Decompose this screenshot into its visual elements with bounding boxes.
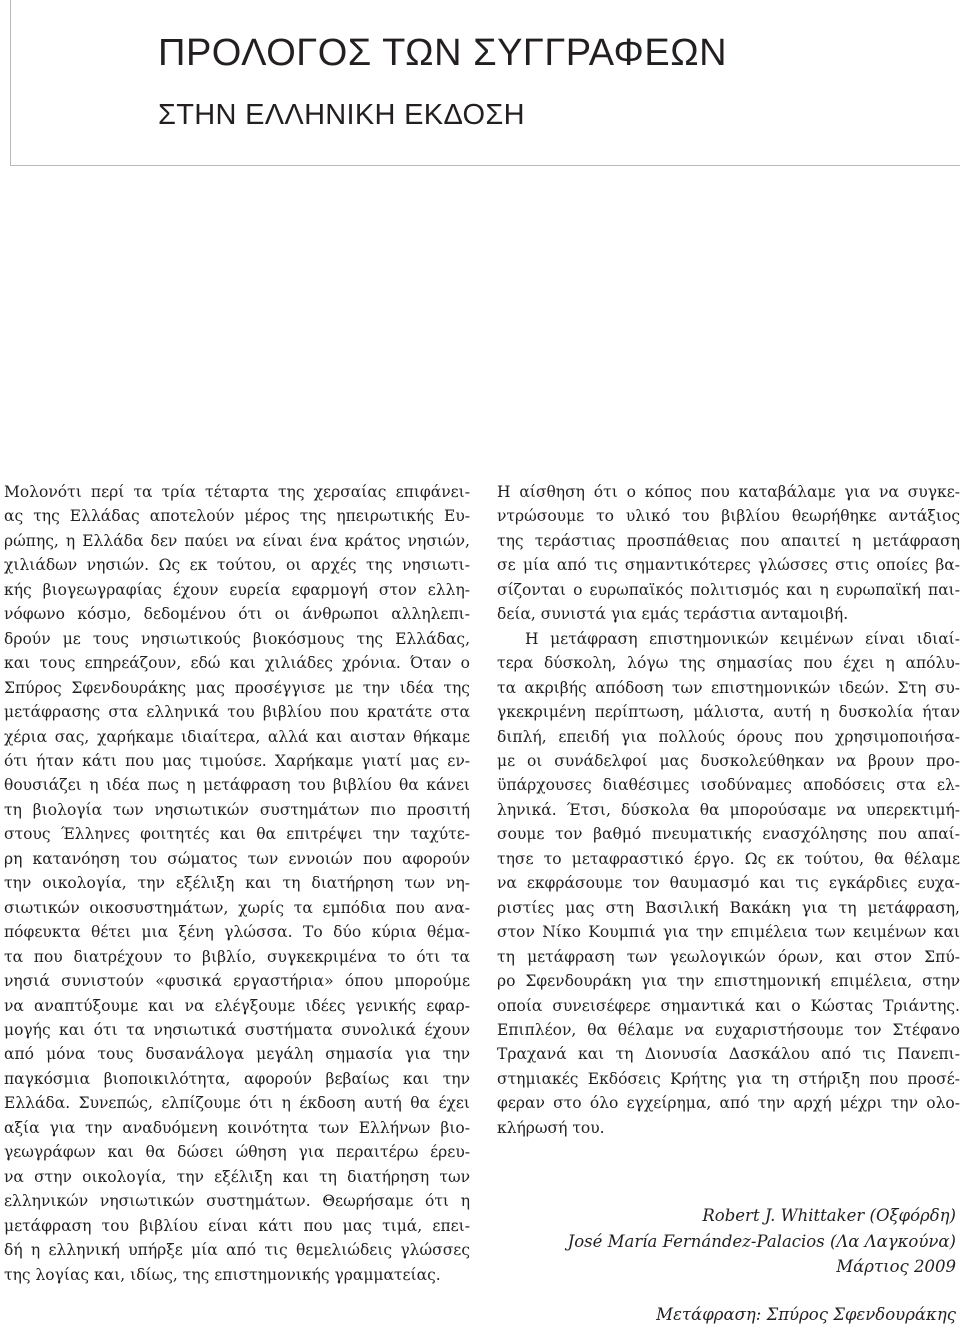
text-line: και τους επηρεάζουν, εδώ και χιλιάδες χρόνια. Όταν ο (4, 654, 470, 673)
text-line: σιωτικών οικοσυστημάτων, χωρίς τα εμπόδια που ανα- (4, 898, 470, 917)
text-line: Η αίσθηση ότι ο κόπος που καταβάλαμε για να συγκε- (497, 483, 960, 501)
text-line: Μολονότι περί τα τρία τέταρτα της χερσαίας επιφάνει- (4, 483, 470, 501)
page-subtitle: ΣΤΗΝ ΕΛΛΗΝΙΚΗ ΕΚΔΟΣΗ (158, 99, 525, 131)
text-line: τα ακριβής απόδοση των επιστημονικών ιδεών. Στη συ- (497, 678, 960, 697)
corner-horizontal-rule (10, 165, 960, 166)
text-line: Τραχανά και τη Διονυσία Δασκάλου από τις Πανεπι- (497, 1045, 960, 1064)
text-line: μετάφρασης στα ελληνικά του βιβλίου που κρατάτε στα (4, 703, 470, 722)
author-fernandez-palacios: José María Fernández-Palacios (Λα Λαγκούνα) (567, 1231, 956, 1251)
text-line: χιλιάδων νησιών. Ως εκ τούτου, οι αρχές της νησιωτι- (4, 556, 470, 575)
text-line: νόφωνο κόσμο, δεδομένου ότι οι άνθρωποι αλληλεπι- (4, 605, 470, 624)
text-line: ρη κατανόηση του σώματος των εννοιών που αφορούν (4, 849, 470, 868)
text-line: διπλή, επειδή για πολλούς όρους που χρησιμοποιήσα- (497, 727, 960, 746)
text-line: τησε το μεταφραστικό έργο. Ως εκ τούτου, θα θέλαμε (497, 849, 960, 868)
text-line: κλήρωσή του. (497, 1118, 605, 1137)
left-text-column (4, 480, 470, 1287)
text-line: δρούν με τους νησιωτικούς βιοκόσμους της Ελλάδας, (4, 629, 470, 648)
text-line: μετάφραση του βιβλίου είναι κάτι που μας τιμά, επει- (4, 1216, 470, 1235)
text-line: με οι συνάδελφοί μας δυσκολεύθηκαν να βρουν προ- (497, 751, 960, 770)
text-line: ας της Ελλάδας αποτελούν μέρος της ηπειρωτικής Ευ- (4, 507, 470, 526)
text-line: σε μία από τις σημαντικότερες γλώσσες στις οποίες βα- (497, 556, 960, 575)
page-title: ΠΡΟΛΟΓΟΣ ΤΩΝ ΣΥΓΓΡΑΦΕΩΝ (158, 32, 728, 74)
text-line: ότι ήταν κάτι που μας τιμούσε. Χαρήκαμε γιατί μας εν- (4, 751, 470, 770)
corner-vertical-rule (10, 0, 11, 166)
text-line: φεραν στο όλο εγχείρημα, από την αρχή μέχρι την ολο- (497, 1094, 960, 1113)
right-text-column (497, 480, 960, 1140)
text-line: Σπύρος Σφενδουράκης μας προσέγγισε με την ιδέα της (4, 678, 470, 697)
text-line: νησιά συνιστούν «φυσικά εργαστήρια» όπου μπορούμε (4, 972, 470, 991)
text-line: να στην οικολογία, την εξέλιξη και τη διατήρηση των (4, 1167, 470, 1186)
text-line: ρώπης, η Ελλάδα δεν παύει να είναι ένα κράτος νησιών, (4, 531, 470, 550)
text-line: την οικολογία, την εξέλιξη και τη διατήρηση των νη- (4, 874, 470, 893)
text-line: δεία, συνιστά για εμάς τεράστια ανταμοιβή. (497, 605, 849, 624)
text-line: να εκφράσουμε τον θαυμασμό και τις εγκάρδιες ευχα- (497, 874, 960, 893)
text-line: θουσιάζει η ιδέα πως η μετάφραση του βιβλίου θα κάνει (4, 776, 470, 795)
text-line: της λογίας και, ιδίως, της επιστημονικής γραμματείας. (4, 1265, 441, 1284)
text-line: χέρια σας, χαρήκαμε ιδιαίτερα, αλλά και αισταν θήκαμε (4, 727, 470, 746)
text-line: κής βιογεωγραφίας έχουν ευρεία εφαρμογή στον ελλη- (4, 580, 470, 599)
text-line: Η μετάφραση επιστημονικών κειμένων είναι ιδιαί- (525, 629, 960, 648)
text-line: τα που διατρέχουν το βιβλίο, συγκεκριμένα το ότι τα (4, 947, 470, 966)
text-line: τερα δύσκολη, λόγω της σημασίας που έχει η απόλυ- (497, 654, 960, 673)
text-line: από μόνα τους δυσανάλογα μεγάλη σημασία για την (4, 1045, 470, 1064)
text-line: ελληνικών νησιωτικών συστημάτων. Θεωρήσαμε ότι η (4, 1192, 470, 1211)
text-line: σίζονται ο ευρωπαϊκός πολιτισμός και η ευρωπαϊκή παι- (497, 580, 960, 599)
text-line: Ελλάδα. Συνεπώς, ελπίζουμε ότι η έκδοση αυτή θα έχει (4, 1094, 470, 1113)
text-line: αξία για την αναδυόμενη κοινότητα των Ελλήνων βιο- (4, 1118, 470, 1137)
text-line: γεωγράφων και θα δώσει ώθηση για περαιτέρω έρευ- (4, 1143, 470, 1162)
text-line: στημιακές Εκδόσεις Κρήτης για τη στήριξη που προσέ- (497, 1069, 960, 1088)
translator-credit: Μετάφραση: Σπύρος Σφενδουράκης (656, 1304, 956, 1324)
text-line: τη βιολογία των νησιωτικών συστημάτων πιο προσιτή (4, 800, 470, 819)
text-line: γκεκριμένη περίπτωση, μάλιστα, αυτή η δυσκολία ήταν (497, 703, 960, 722)
text-line: να αναπτύξουμε και να ελέγξουμε ιδέες γενικής εφαρ- (4, 996, 470, 1015)
author-whittaker: Robert J. Whittaker (Οξφόρδη) (702, 1206, 956, 1225)
text-line: ϋπάρχουσες διαθέσιμες ισοδύναμες αποδόσεις στα ελ- (497, 776, 960, 795)
text-line: τη μετάφραση των γεωλογικών όρων, και στον Σπύ- (497, 947, 960, 966)
text-line: ληνικά. Έτσι, δύσκολα θα μπορούσαμε να υπερεκτιμή- (497, 800, 960, 819)
text-line: σουμε τον βαθμό πνευματικής ενασχόλησης που απαί- (497, 825, 960, 844)
text-line: πόφευκτα θέτει μια ξένη γλώσσα. Το δύο κύρια θέμα- (4, 923, 470, 942)
text-line: μογής και ότι τα νησιωτικά συστήματα συνολικά έχουν (4, 1020, 470, 1039)
text-line: της τεράστιας προσπάθειας που απαιτεί η μετάφραση (497, 531, 960, 550)
text-line: οποία συνεισέφερε σημαντικά και ο Κώστας Τριάντης. (497, 996, 960, 1015)
text-line: Επιπλέον, θα θέλαμε να ευχαριστήσουμε τον Στέφανο (497, 1020, 960, 1039)
text-line: ριστίες μας στη Βασιλική Βακάκη για τη μετάφραση, (497, 898, 960, 917)
signature-date: Μάρτιος 2009 (836, 1257, 956, 1276)
text-line: ντρώσουμε το υλικό του βιβλίου θεωρήθηκε αντάξιος (497, 507, 960, 526)
text-line: παγκόσμια βιοποικιλότητα, αφορούν βεβαίως και την (4, 1069, 470, 1088)
text-line: δή η ελληνική υπήρξε μία από τις θεμελιώδεις γλώσσες (4, 1241, 470, 1260)
text-line: στον Νίκο Κουμπιά για την επιμέλεια των κειμένων και (497, 923, 960, 942)
text-line: στους Έλληνες φοιτητές και θα επιτρέψει την ταχύτε- (4, 825, 470, 844)
text-line: ρο Σφενδουράκη για την επιστημονική επιμέλεια, στην (497, 972, 960, 991)
signature-block (568, 1203, 956, 1327)
